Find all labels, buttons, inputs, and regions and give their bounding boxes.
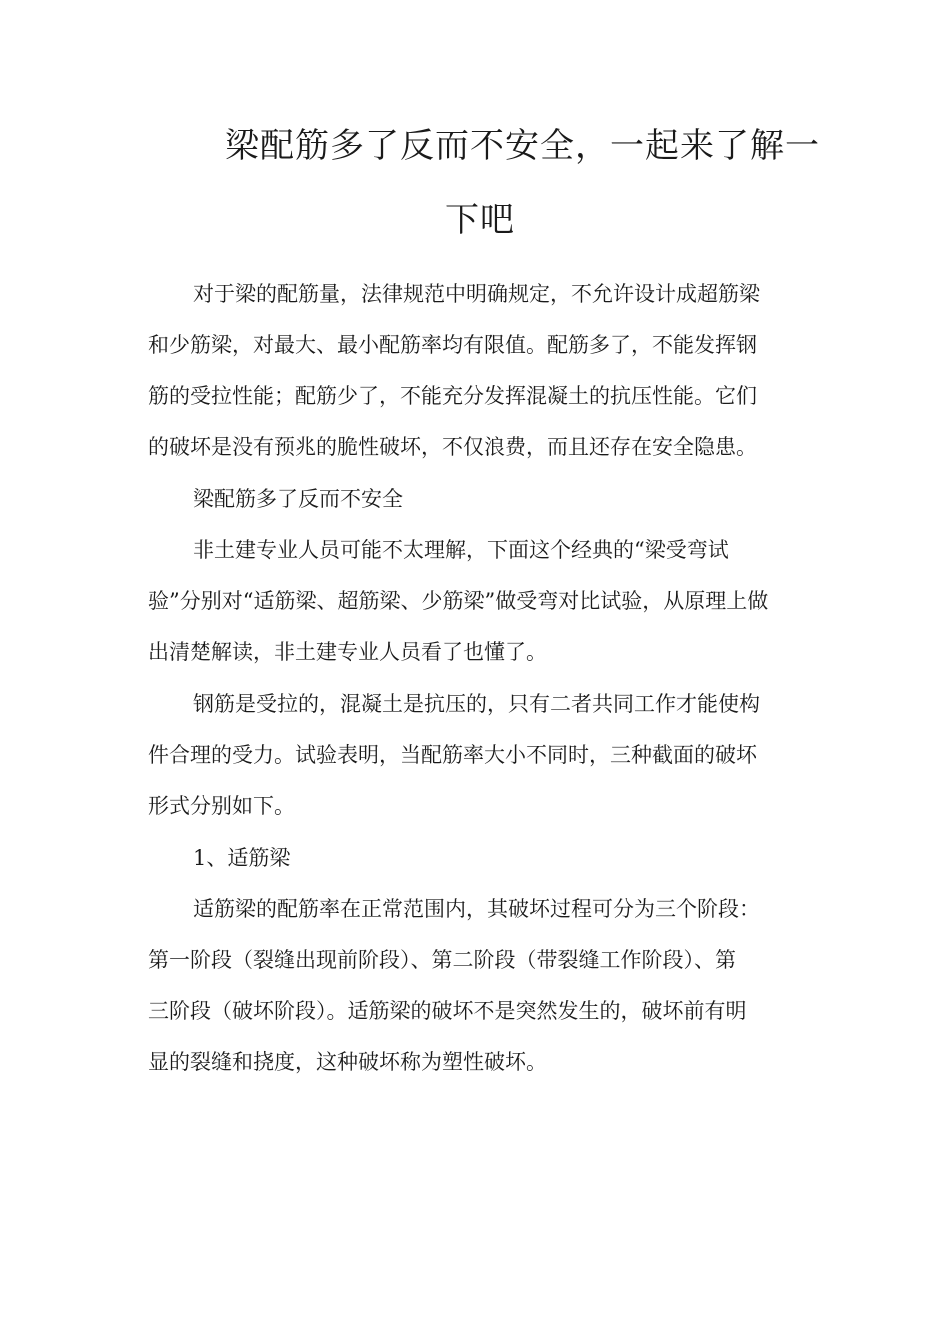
paragraph-line: 钢筋是受拉的，混凝土是抗压的，只有二者共同工作才能使构 xyxy=(193,692,760,716)
paragraph-line: 验”分别对“适筋梁、超筋梁、少筋梁”做受弯对比试验，从原理上做 xyxy=(148,589,769,613)
paragraph-line: 形式分别如下。 xyxy=(148,794,295,818)
paragraph-line: 件合理的受力。试验表明，当配筋率大小不同时，三种截面的破坏 xyxy=(148,743,757,767)
paragraph-line: 第一阶段（裂缝出现前阶段）、第二阶段（带裂缝工作阶段）、第 xyxy=(148,948,736,972)
section-heading: 梁配筋多了反而不安全 xyxy=(193,487,403,511)
paragraph-line: 出清楚解读，非土建专业人员看了也懂了。 xyxy=(148,640,547,664)
paragraph-line: 对于梁的配筋量，法律规范中明确规定，不允许设计成超筋梁 xyxy=(193,282,760,306)
subsection-heading: 1、适筋梁 xyxy=(193,846,291,870)
document-title-line-1: 梁配筋多了反而不安全，一起来了解一 xyxy=(225,126,820,166)
paragraph-line: 适筋梁的配筋率在正常范围内，其破坏过程可分为三个阶段： xyxy=(193,897,760,921)
paragraph-line: 和少筋梁，对最大、最小配筋率均有限值。配筋多了，不能发挥钢 xyxy=(148,333,757,357)
paragraph-line: 筋的受拉性能；配筋少了，不能充分发挥混凝土的抗压性能。它们 xyxy=(148,384,757,408)
paragraph-line: 显的裂缝和挠度，这种破坏称为塑性破坏。 xyxy=(148,1050,547,1074)
paragraph-line: 的破坏是没有预兆的脆性破坏，不仅浪费，而且还存在安全隐患。 xyxy=(148,435,757,459)
paragraph-line: 三阶段（破坏阶段）。适筋梁的破坏不是突然发生的，破坏前有明 xyxy=(148,999,747,1023)
paragraph-line: 非土建专业人员可能不太理解，下面这个经典的“梁受弯试 xyxy=(193,538,729,562)
document-title-line-2: 下吧 xyxy=(445,200,515,240)
